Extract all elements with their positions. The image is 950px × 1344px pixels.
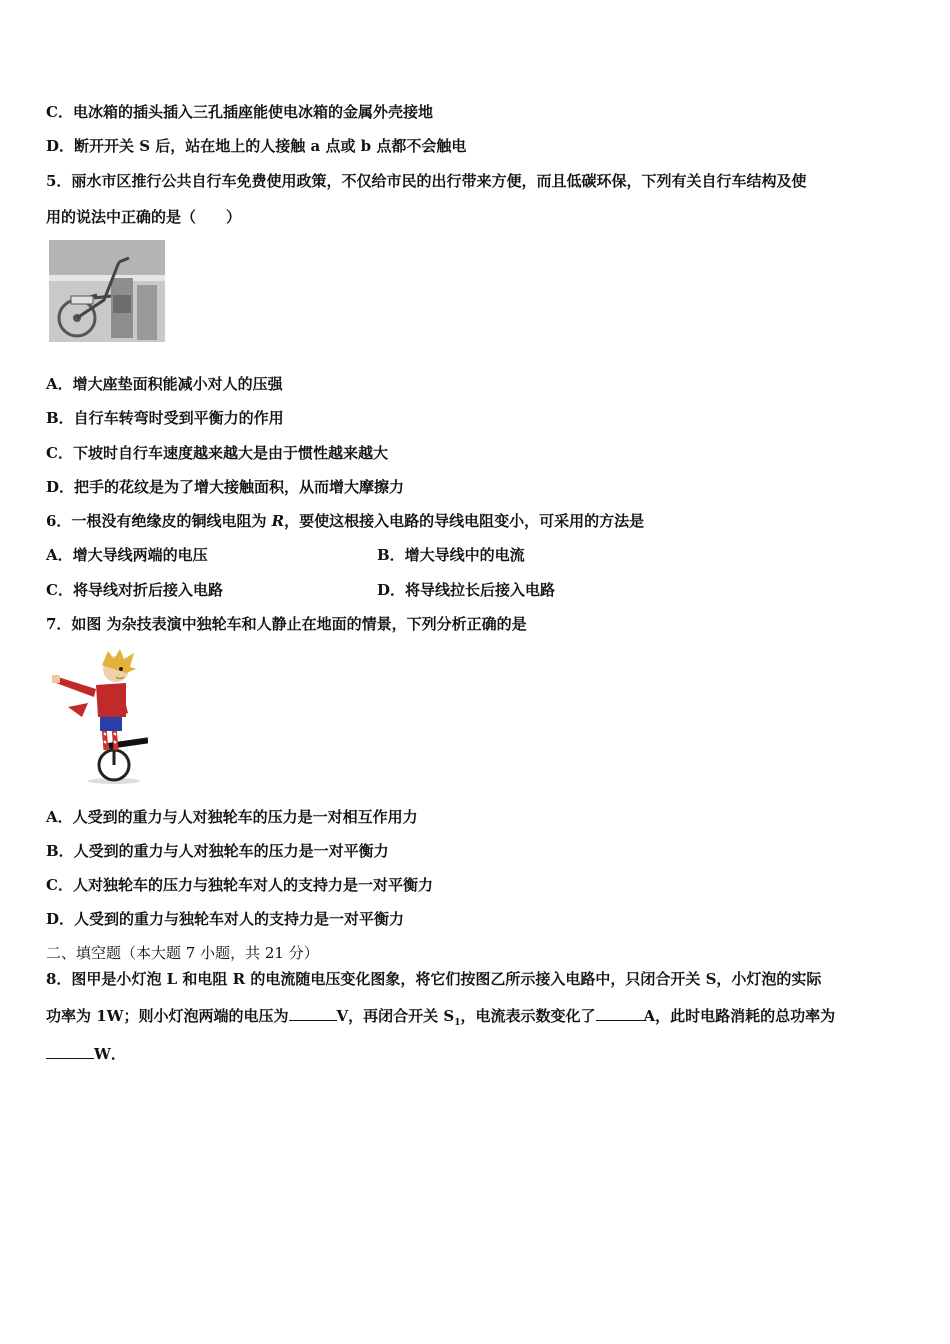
q8-text-a: 功率为 1W；则小灯泡两端的电压为 (46, 1007, 289, 1025)
q6-option-b: B．增大导线中的电流 (377, 546, 525, 564)
q7-option-d: D．人受到的重力与独轮车对人的支持力是一对平衡力 (46, 910, 405, 928)
q8-sub: 1 (454, 1018, 461, 1028)
q7-stem: 7．如图 为杂技表演中独轮车和人静止在地面的情景，下列分析正确的是 (46, 615, 527, 633)
q5-stem-line2: 用的说法中正确的是（ ） (46, 208, 242, 226)
section-heading: 二、填空题（本大题 7 小题，共 21 分） (46, 944, 319, 962)
bicycle-photo (49, 240, 165, 342)
q8-line1: 8．图甲是小灯泡 L 和电阻 R 的电流随电压变化图象，将它们按图乙所示接入电路中，只闭合开关 S，小灯泡的实际 (46, 970, 822, 988)
q6-option-d: D．将导线拉长后接入电路 (377, 581, 556, 599)
unicycle-illustration (48, 645, 148, 785)
q5-option-b: B．自行车转弯时受到平衡力的作用 (46, 409, 284, 427)
q6-stem-prefix: 6．一根没有绝缘皮的铜线电阻为 (46, 512, 272, 530)
q6-stem (46, 511, 644, 531)
q8-blank-power (46, 1044, 94, 1059)
q5-option-c: C．下坡时自行车速度越来越大是由于惯性越来越大 (46, 444, 388, 462)
q8-text-c: ，电流表示数变化了 (460, 1007, 596, 1025)
q4-option-d: D．断开开关 S 后，站在地上的人接触 a 点或 b 点都不会触电 (46, 137, 467, 155)
q6-stem-suffix: ，要使这根接入电路的导线电阻变小，可采用的方法是 (284, 512, 645, 530)
q8-text-end: W． (94, 1045, 126, 1063)
q8-line2 (46, 1006, 835, 1033)
q7-option-c: C．人对独轮车的压力与独轮车对人的支持力是一对平衡力 (46, 876, 433, 894)
q5-option-a: A．增大座垫面积能减小对人的压强 (46, 375, 283, 393)
q8-blank-voltage (289, 1006, 337, 1021)
q7-option-a: A．人受到的重力与人对独轮车的压力是一对相互作用力 (46, 808, 418, 826)
q5-option-d: D．把手的花纹是为了增大接触面积，从而增大摩擦力 (46, 478, 405, 496)
q4-option-c: C．电冰箱的插头插入三孔插座能使电冰箱的金属外壳接地 (46, 103, 433, 121)
q8-line3 (46, 1044, 126, 1064)
q5-stem-line1: 5．丽水市区推行公共自行车免费使用政策，不仅给市民的出行带来方便，而且低碳环保，下列有关自行车结构及使 (46, 172, 807, 190)
q6-option-a: A．增大导线两端的电压 (46, 546, 208, 564)
q8-blank-current (596, 1006, 644, 1021)
q8-text-b: V，再闭合开关 S (336, 1007, 455, 1025)
q7-option-b: B．人受到的重力与人对独轮车的压力是一对平衡力 (46, 842, 389, 860)
q6-resistance-var: R (271, 512, 285, 530)
q6-option-c: C．将导线对折后接入电路 (46, 581, 223, 599)
q8-text-d: A，此时电路消耗的总功率为 (643, 1007, 836, 1025)
